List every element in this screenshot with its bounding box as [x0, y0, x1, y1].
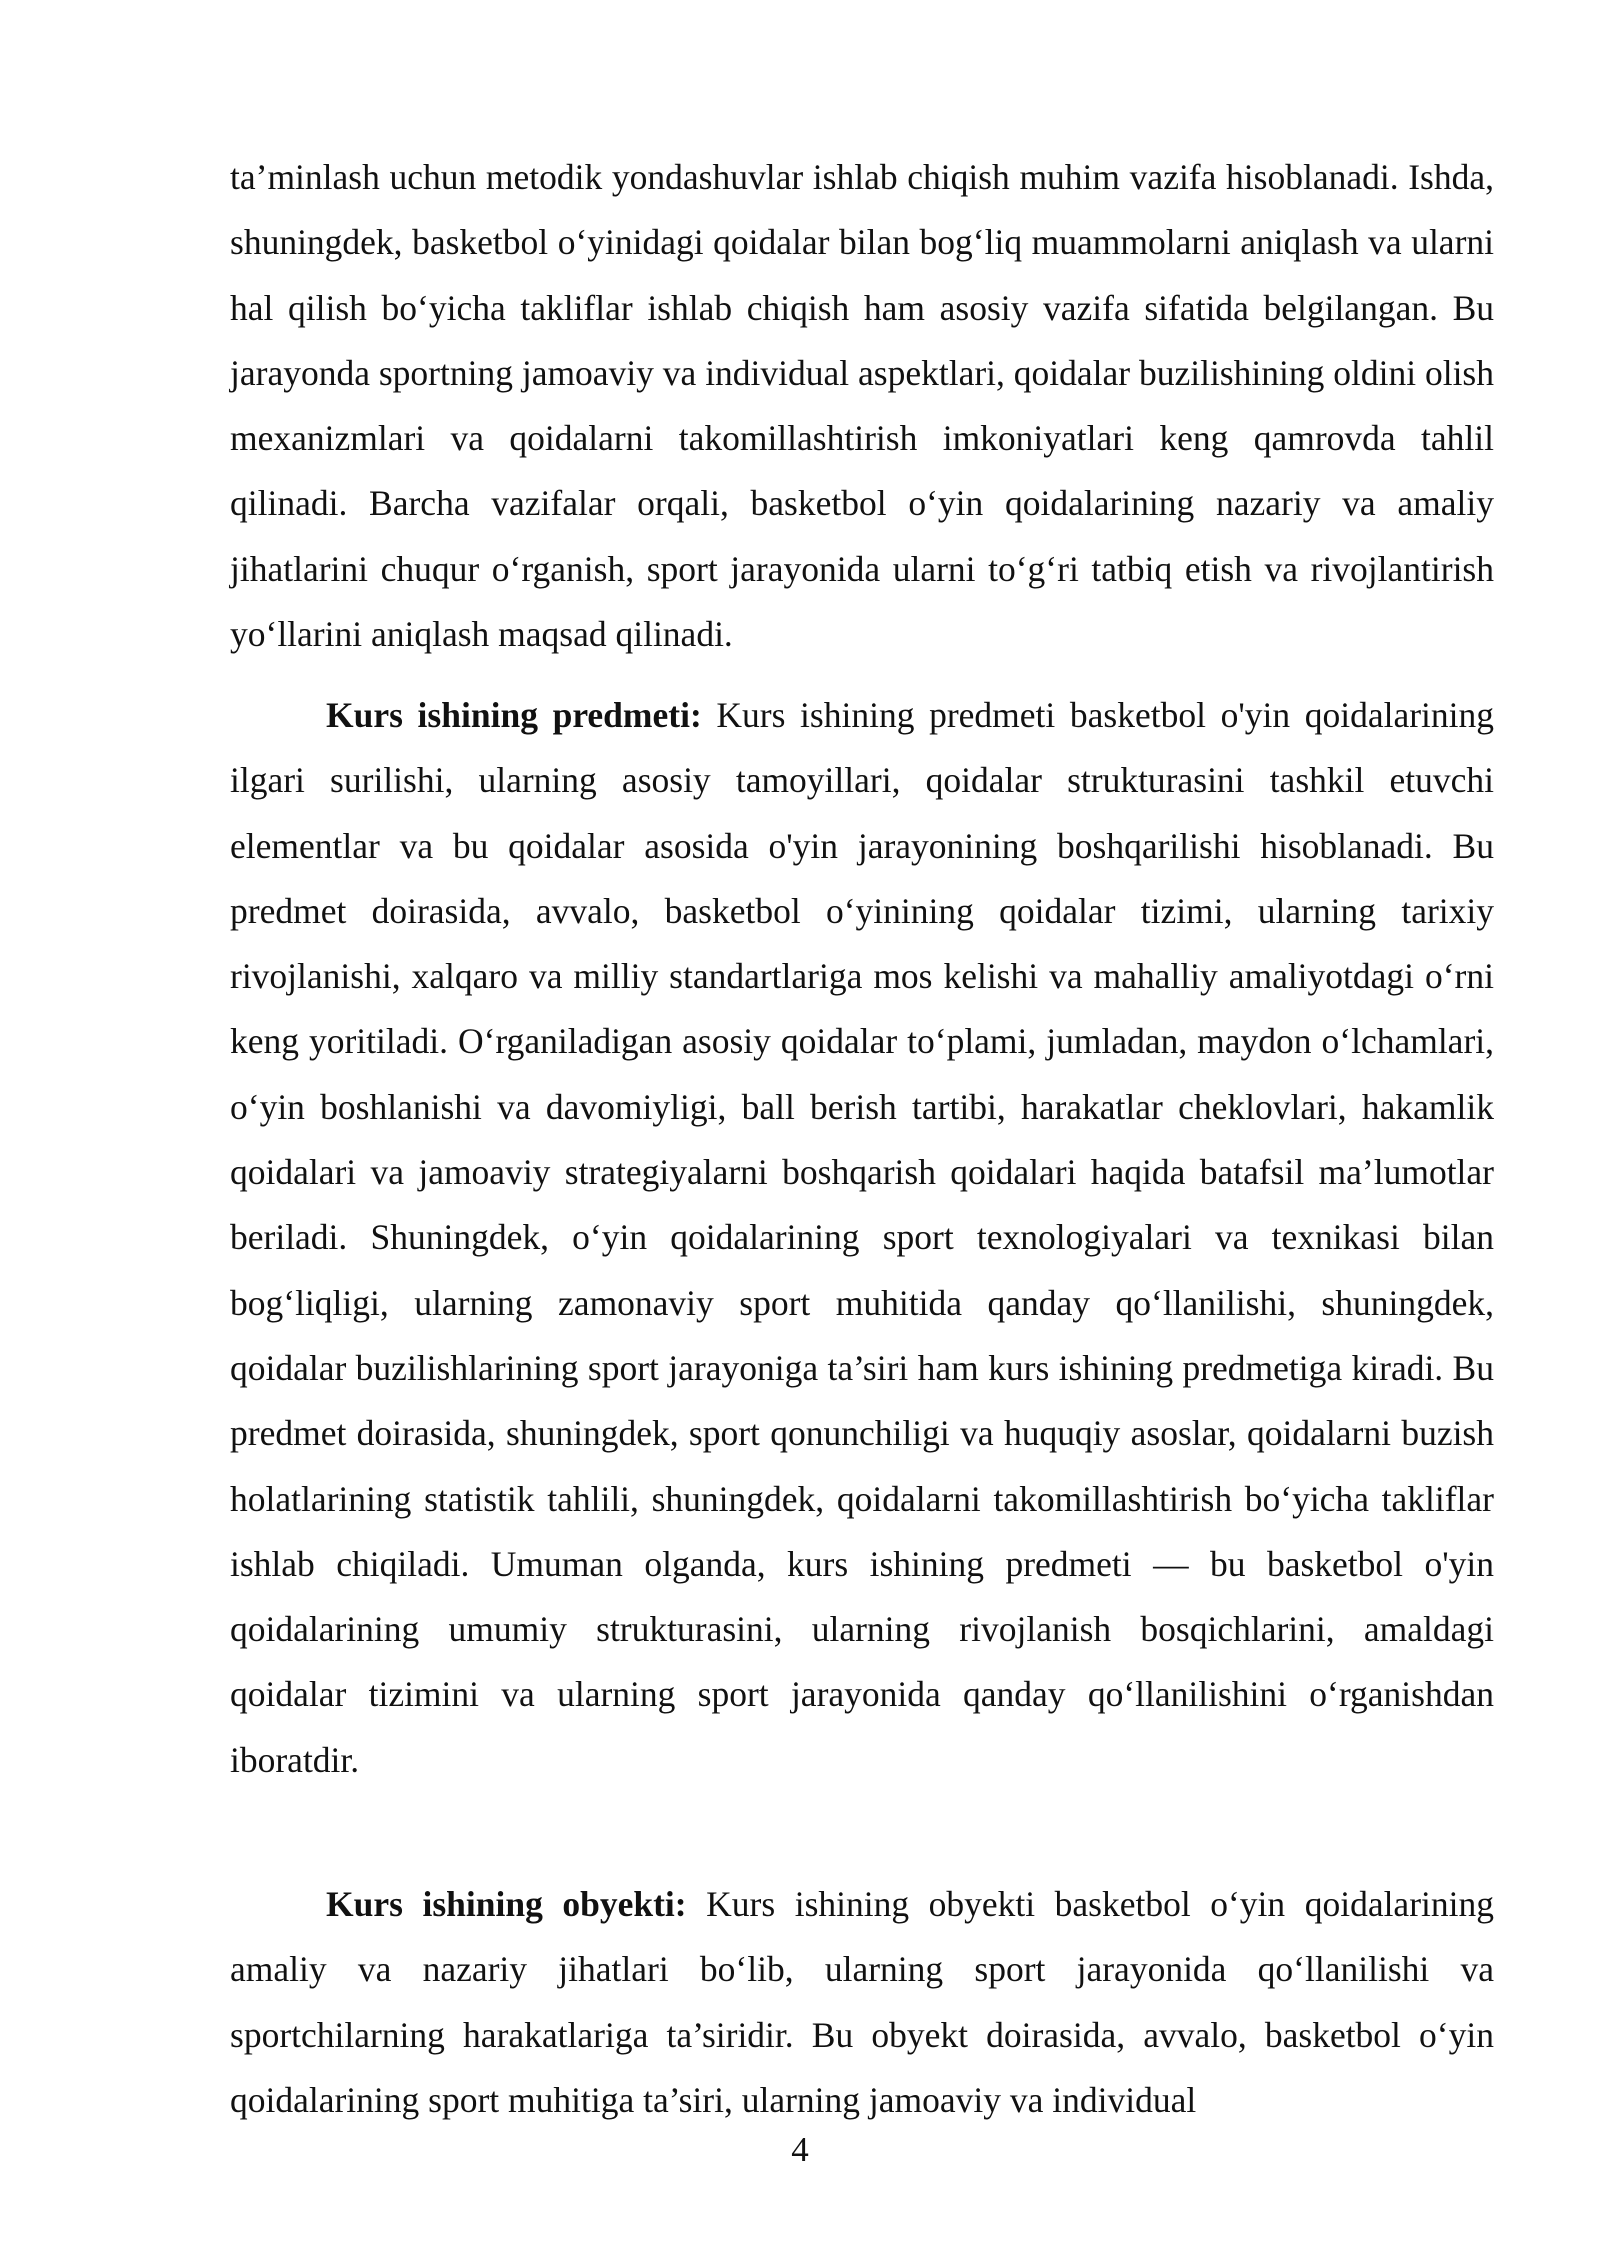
paragraph-text: Kurs ishining obyekti basketbol o‘yin qoidalarining amaliy va nazariy jihatlari bo‘lib, ularning sport jarayonida qo‘llanilishi va sportchilarning harakatlariga ta’siridir. Bu obyekt doirasida, avvalo, basketbol o‘yin qoidalarining sport muhitiga ta’siri, ularning jamoaviy va individual [230, 1884, 1494, 2120]
paragraph-heading: Kurs ishining predmeti: [326, 695, 702, 735]
paragraph-text: Kurs ishining predmeti basketbol o'yin qoidalarining ilgari surilishi, ularning asosiy tamoyillari, qoidalar strukturasini tashkil etuvchi elementlar va bu qoidalar asosida o'yin jarayonining boshqarilishi hisoblanadi. Bu predmet doirasida, avvalo, basketbol o‘yinining qoidalar tizimi, ularning tarixiy rivojlanishi, xalqaro va milliy standartlariga mos kelishi va mahalliy amaliyotdagi o‘rni keng yoritiladi. O‘rganiladigan asosiy qoidalar to‘plami, jumladan, maydon o‘lchamlari, o‘yin boshlanishi va davomiyligi, ball berish tartibi, harakatlar cheklovlari, hakamlik qoidalari va jamoaviy strategiyalarni boshqarish qoidalari haqida batafsil ma’lumotlar beriladi. Shuningdek, o‘yin qoidalarining sport texnologiyalari va texnikasi bilan bog‘liqligi, ularning zamonaviy sport muhitida qanday qo‘llanilishi, shuningdek, qoidalar buzilishlarining sport jarayoniga ta’siri ham kurs ishining predmetiga kiradi. Bu predmet doirasida, shuningdek, sport qonunchiligi va huquqiy asoslar, qoidalarni buzish holatlarining statistik tahlili, shuningdek, qoidalarni takomillashtirish bo‘yicha takliflar ishlab chiqiladi. Umuman olganda, kurs ishining predmeti — bu basketbol o'yin qoidalarining umumiy strukturasini, ularning rivojlanish bosqichlarini, amaldagi qoidalar tizimini va ularning sport jarayonida qanday qo‘llanilishini o‘rganishdan iboratdir. [230, 695, 1494, 1780]
paragraph-text: ta’minlash uchun metodik yondashuvlar ishlab chiqish muhim vazifa hisoblanadi. Ishda, shuningdek, basketbol o‘yinidagi qoidalar bilan bog‘liq muammolarni aniqlash va ularni hal qilish bo‘yicha takliflar ishlab chiqish ham asosiy vazifa sifatida belgilangan. Bu jarayonda sportning jamoaviy va individual aspektlari, qoidalar buzilishining oldini olish mexanizmlari va qoidalarni takomillashtirish imkoniyatlari keng qamrovda tahlil qilinadi. Barcha vazifalar orqali, basketbol o‘yin qoidalarining nazariy va amaliy jihatlarini chuqur o‘rganish, sport jarayonida ularni to‘g‘ri tatbiq etish va rivojlantirish yo‘llarini aniqlash maqsad qilinadi. [230, 157, 1494, 655]
paragraph-heading: Kurs ishining obyekti: [326, 1884, 687, 1924]
paragraph-tasks [230, 145, 1494, 667]
paragraph-subject [230, 683, 1494, 1793]
page-number: 4 [791, 2130, 809, 2169]
paragraph-object [230, 1872, 1494, 2133]
